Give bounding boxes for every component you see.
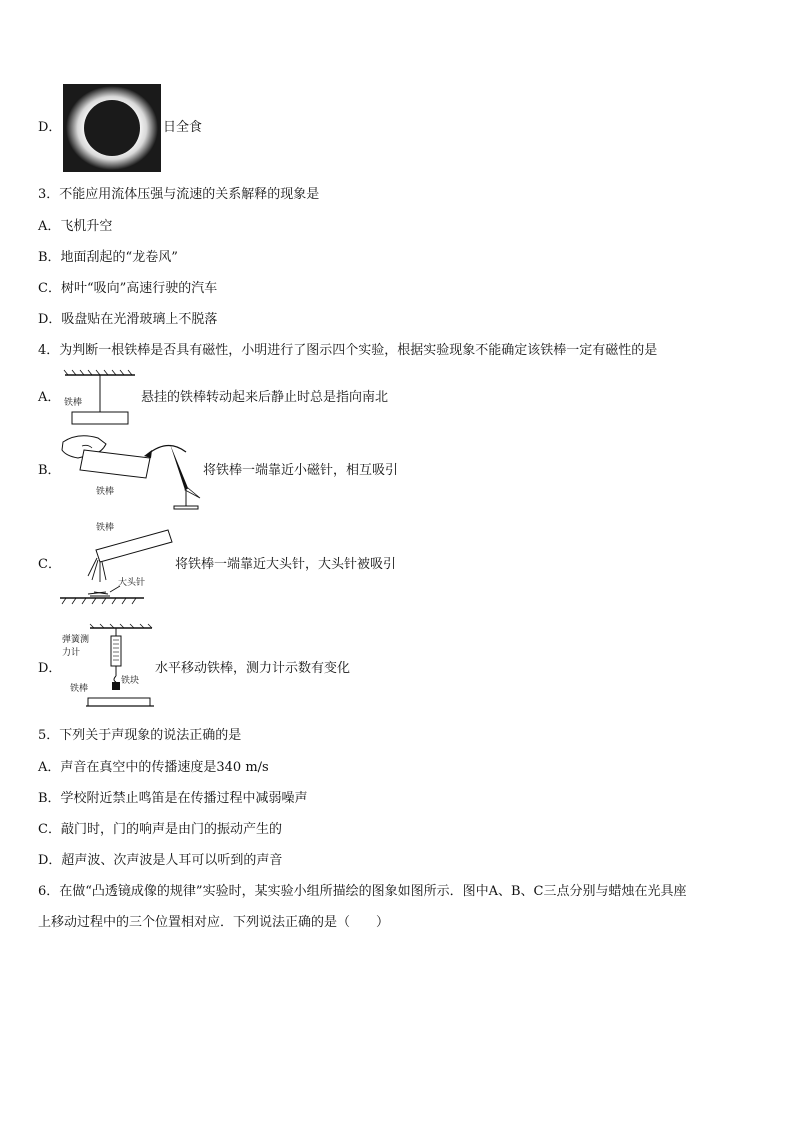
q4-d-fig-label-scale-1: 弹簧测 (62, 635, 90, 645)
q5-option-d: D．超声波、次声波是人耳可以听到的声音 (38, 853, 283, 868)
q3-stem: 3．不能应用流体压强与流速的关系解释的现象是 (38, 187, 320, 202)
iron-bar-near-pins-figure (60, 520, 180, 606)
q4-c-fig-label-bar: 铁棒 (96, 523, 115, 533)
spring-scale-figure (86, 624, 156, 712)
q5-stem: 5．下列关于声现象的说法正确的是 (38, 728, 242, 743)
q5-option-c: C．敲门时，门的响声是由门的振动产生的 (38, 822, 282, 837)
q3-option-c: C．树叶“吸向”高速行驶的汽车 (38, 281, 218, 296)
q2-option-d-label: D． (38, 120, 62, 135)
q5-option-a: A．声音在真空中的传播速度是340 m/s (38, 760, 269, 775)
q5-option-b: B．学校附近禁止鸣笛是在传播过程中减弱噪声 (38, 791, 308, 806)
q4-c-fig-label-pins: 大头针 (118, 578, 146, 588)
q3-option-a: A．飞机升空 (38, 219, 113, 234)
q4-d-fig-label-scale-2: 力计 (62, 648, 81, 658)
q6-stem-line-1: 6．在做“凸透镜成像的规律”实验时，某实验小组所描绘的图象如图所示．图中A、B、C三点分别与蜡烛在光具座 (38, 884, 687, 899)
q4-d-fig-label-bar: 铁棒 (70, 684, 89, 694)
q4-stem: 4．为判断一根铁棒是否具有磁性，小明进行了图示四个实验，根据实验现象不能确定该铁棒一定有磁性的是 (38, 343, 658, 358)
q4-option-b-text: 将铁棒一端靠近小磁针，相互吸引 (203, 463, 399, 478)
q4-option-d-text: 水平移动铁棒，测力计示数有变化 (155, 661, 351, 676)
q4-d-fig-label-block: 铁块 (121, 676, 140, 686)
iron-bar-near-compass-figure (58, 432, 208, 512)
q3-option-d: D．吸盘贴在光滑玻璃上不脱落 (38, 312, 218, 327)
q4-option-a-label: A． (38, 390, 61, 405)
q6-stem-line-2: 上移动过程中的三个位置相对应．下列说法正确的是（ ） (38, 915, 390, 930)
solar-eclipse-photo (63, 84, 161, 172)
q4-option-a-text: 悬挂的铁棒转动起来后静止时总是指向南北 (141, 390, 389, 405)
q4-option-b-label: B． (38, 463, 61, 478)
q4-a-fig-label: 铁棒 (64, 398, 83, 408)
q2-option-d-text: 日全食 (163, 120, 203, 135)
q4-b-fig-label: 铁棒 (96, 487, 115, 497)
q4-option-d-label: D． (38, 661, 62, 676)
q4-option-c-text: 将铁棒一端靠近大头针，大头针被吸引 (175, 557, 397, 572)
q3-option-b: B．地面刮起的“龙卷风” (38, 250, 178, 265)
q4-option-c-label: C． (38, 557, 61, 572)
